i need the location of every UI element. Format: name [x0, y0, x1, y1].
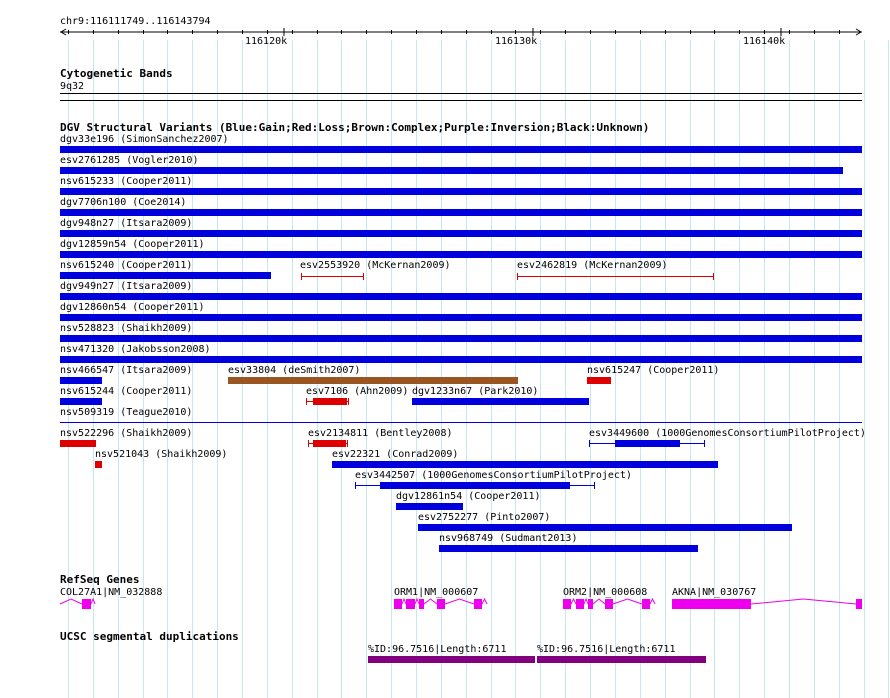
variant-label[interactable]: esv33804 (deSmith2007): [228, 365, 361, 376]
variant-label[interactable]: nsv615240 (Cooper2011): [60, 260, 193, 271]
segdup-track-title: UCSC segmental duplications: [60, 630, 239, 643]
gene-exon[interactable]: [563, 599, 571, 609]
variant-feature[interactable]: [60, 272, 271, 279]
gene-intron: [482, 599, 487, 604]
cytoband-ideogram-top[interactable]: [60, 93, 862, 94]
gene-exon[interactable]: [437, 599, 445, 609]
variant-feature[interactable]: [380, 482, 570, 489]
variant-feature[interactable]: [60, 440, 96, 447]
gene-intron: [60, 599, 82, 604]
cytoband-ideogram-bottom[interactable]: [60, 100, 862, 101]
variant-feature[interactable]: [60, 398, 102, 405]
variant-label[interactable]: nsv528823 (Shaikh2009): [60, 323, 193, 334]
gene-exon[interactable]: [82, 599, 91, 609]
cytoband-track-title: Cytogenetic Bands: [60, 67, 173, 80]
variant-label[interactable]: dgv12861n54 (Cooper2011): [396, 491, 541, 502]
variant-label[interactable]: esv22321 (Conrad2009): [332, 449, 459, 460]
variant-label[interactable]: dgv7706n100 (Coe2014): [60, 197, 187, 208]
variant-whisker-cap: [517, 273, 518, 280]
variant-feature[interactable]: [95, 461, 102, 468]
gene-intron: [402, 599, 406, 604]
variant-label[interactable]: nsv522296 (Shaikh2009): [60, 428, 193, 439]
variant-whisker-cap: [594, 482, 595, 489]
variant-label[interactable]: nsv615247 (Cooper2011): [587, 365, 720, 376]
variant-whisker-cap: [363, 273, 364, 280]
variant-feature[interactable]: [313, 440, 346, 447]
variant-whisker-cap: [301, 273, 302, 280]
gene-intron: [571, 599, 576, 604]
gene-intron: [584, 599, 588, 604]
variant-label[interactable]: dgv12859n54 (Cooper2011): [60, 239, 205, 250]
variant-label[interactable]: nsv615233 (Cooper2011): [60, 176, 193, 187]
cytoband-label: 9q32: [60, 81, 85, 92]
variant-whisker-cap: [704, 440, 705, 447]
gene-exon[interactable]: [588, 599, 593, 609]
gene-exon[interactable]: [576, 599, 584, 609]
variant-feature[interactable]: [60, 293, 862, 300]
dgv-track-separator: [60, 422, 862, 423]
variant-feature[interactable]: [60, 377, 102, 384]
gene-label[interactable]: ORM2|NM_000608: [563, 587, 648, 598]
variant-label[interactable]: nsv471320 (Jakobsson2008): [60, 344, 211, 355]
segdup-label[interactable]: %ID:96.7516|Length:6711: [368, 644, 507, 655]
variant-label[interactable]: esv2761285 (Vogler2010): [60, 155, 199, 166]
refseq-track-title: RefSeq Genes: [60, 573, 140, 586]
variant-feature[interactable]: [60, 314, 862, 321]
variant-label[interactable]: dgv949n27 (Itsara2009): [60, 281, 193, 292]
variant-whisker-cap: [348, 398, 349, 405]
variant-feature[interactable]: [60, 251, 862, 258]
segdup-feature[interactable]: [537, 656, 706, 663]
gene-exon[interactable]: [406, 599, 415, 609]
variant-whisker-cap: [355, 482, 356, 489]
ruler-tick-label: 116130k: [495, 36, 538, 47]
gene-intron: [424, 599, 437, 604]
variant-label[interactable]: esv2553920 (McKernan2009): [300, 260, 451, 271]
variant-label[interactable]: esv7106 (Ahn2009): [306, 386, 409, 397]
variant-label[interactable]: nsv968749 (Sudmant2013): [439, 533, 578, 544]
variant-label[interactable]: nsv466547 (Itsara2009): [60, 365, 193, 376]
variant-feature[interactable]: [418, 524, 792, 531]
gene-exon[interactable]: [394, 599, 402, 609]
ruler-tick-label: 116120k: [245, 36, 288, 47]
variant-feature[interactable]: [60, 356, 862, 363]
variant-label[interactable]: dgv33e196 (SimonSanchez2007): [60, 134, 229, 145]
gene-exon[interactable]: [605, 599, 613, 609]
variant-label[interactable]: nsv509319 (Teague2010): [60, 407, 193, 418]
variant-whisker-cap: [347, 440, 348, 447]
variant-label[interactable]: esv3442507 (1000GenomesConsortiumPilotProject): [355, 470, 632, 481]
ruler-position-label: chr9:116111749..116143794: [60, 16, 211, 27]
ruler-tick-label: 116140k: [743, 36, 786, 47]
refseq-gene-models[interactable]: [0, 590, 890, 620]
gene-exon[interactable]: [856, 599, 862, 609]
variant-feature[interactable]: [60, 230, 862, 237]
variant-feature[interactable]: [60, 335, 862, 342]
variant-whisker-cap: [713, 273, 714, 280]
variant-feature[interactable]: [412, 398, 589, 405]
variant-feature[interactable]: [313, 398, 347, 405]
variant-feature[interactable]: [439, 545, 698, 552]
variant-whisker[interactable]: [517, 276, 714, 277]
variant-label[interactable]: dgv1233n67 (Park2010): [412, 386, 539, 397]
gene-intron: [593, 599, 605, 604]
variant-feature[interactable]: [615, 440, 680, 447]
segdup-label[interactable]: %ID:96.7516|Length:6711: [537, 644, 676, 655]
variant-feature[interactable]: [228, 377, 518, 384]
variant-label[interactable]: esv2134811 (Bentley2008): [308, 428, 453, 439]
gene-intron: [650, 599, 655, 604]
variant-whisker[interactable]: [301, 276, 364, 277]
gene-label[interactable]: ORM1|NM_000607: [394, 587, 479, 598]
variant-feature[interactable]: [60, 146, 862, 153]
variant-label[interactable]: dgv12860n54 (Cooper2011): [60, 302, 205, 313]
variant-label[interactable]: nsv521043 (Shaikh2009): [95, 449, 228, 460]
variant-whisker-cap: [308, 440, 309, 447]
variant-feature[interactable]: [60, 167, 843, 174]
variant-label[interactable]: dgv948n27 (Itsara2009): [60, 218, 193, 229]
variant-label[interactable]: esv3449600 (1000GenomesConsortiumPilotProject): [589, 428, 866, 439]
variant-whisker-cap: [589, 440, 590, 447]
gene-label[interactable]: AKNA|NM_030767: [672, 587, 757, 598]
variant-feature[interactable]: [60, 209, 862, 216]
variant-feature[interactable]: [587, 377, 611, 384]
gene-intron: [751, 599, 856, 604]
gene-exon[interactable]: [642, 599, 650, 609]
gene-exon[interactable]: [474, 599, 482, 609]
variant-whisker-cap: [306, 398, 307, 405]
gene-exon[interactable]: [672, 599, 751, 609]
gene-intron: [445, 599, 474, 604]
variant-label[interactable]: esv2752277 (Pinto2007): [418, 512, 551, 523]
gene-intron: [415, 599, 419, 604]
variant-feature[interactable]: [396, 503, 463, 510]
dgv-track-title: DGV Structural Variants (Blue:Gain;Red:Loss;Brown:Complex;Purple:Inversion;Black:Unknown): [60, 121, 650, 134]
variant-feature[interactable]: [332, 461, 718, 468]
variant-feature[interactable]: [60, 188, 862, 195]
gene-intron: [613, 599, 642, 604]
variant-label[interactable]: nsv615244 (Cooper2011): [60, 386, 193, 397]
gene-label[interactable]: COL27A1|NM_032888: [60, 587, 163, 598]
gene-intron: [91, 599, 95, 604]
gene-exon[interactable]: [419, 599, 424, 609]
segdup-feature[interactable]: [368, 656, 535, 663]
variant-label[interactable]: esv2462819 (McKernan2009): [517, 260, 668, 271]
